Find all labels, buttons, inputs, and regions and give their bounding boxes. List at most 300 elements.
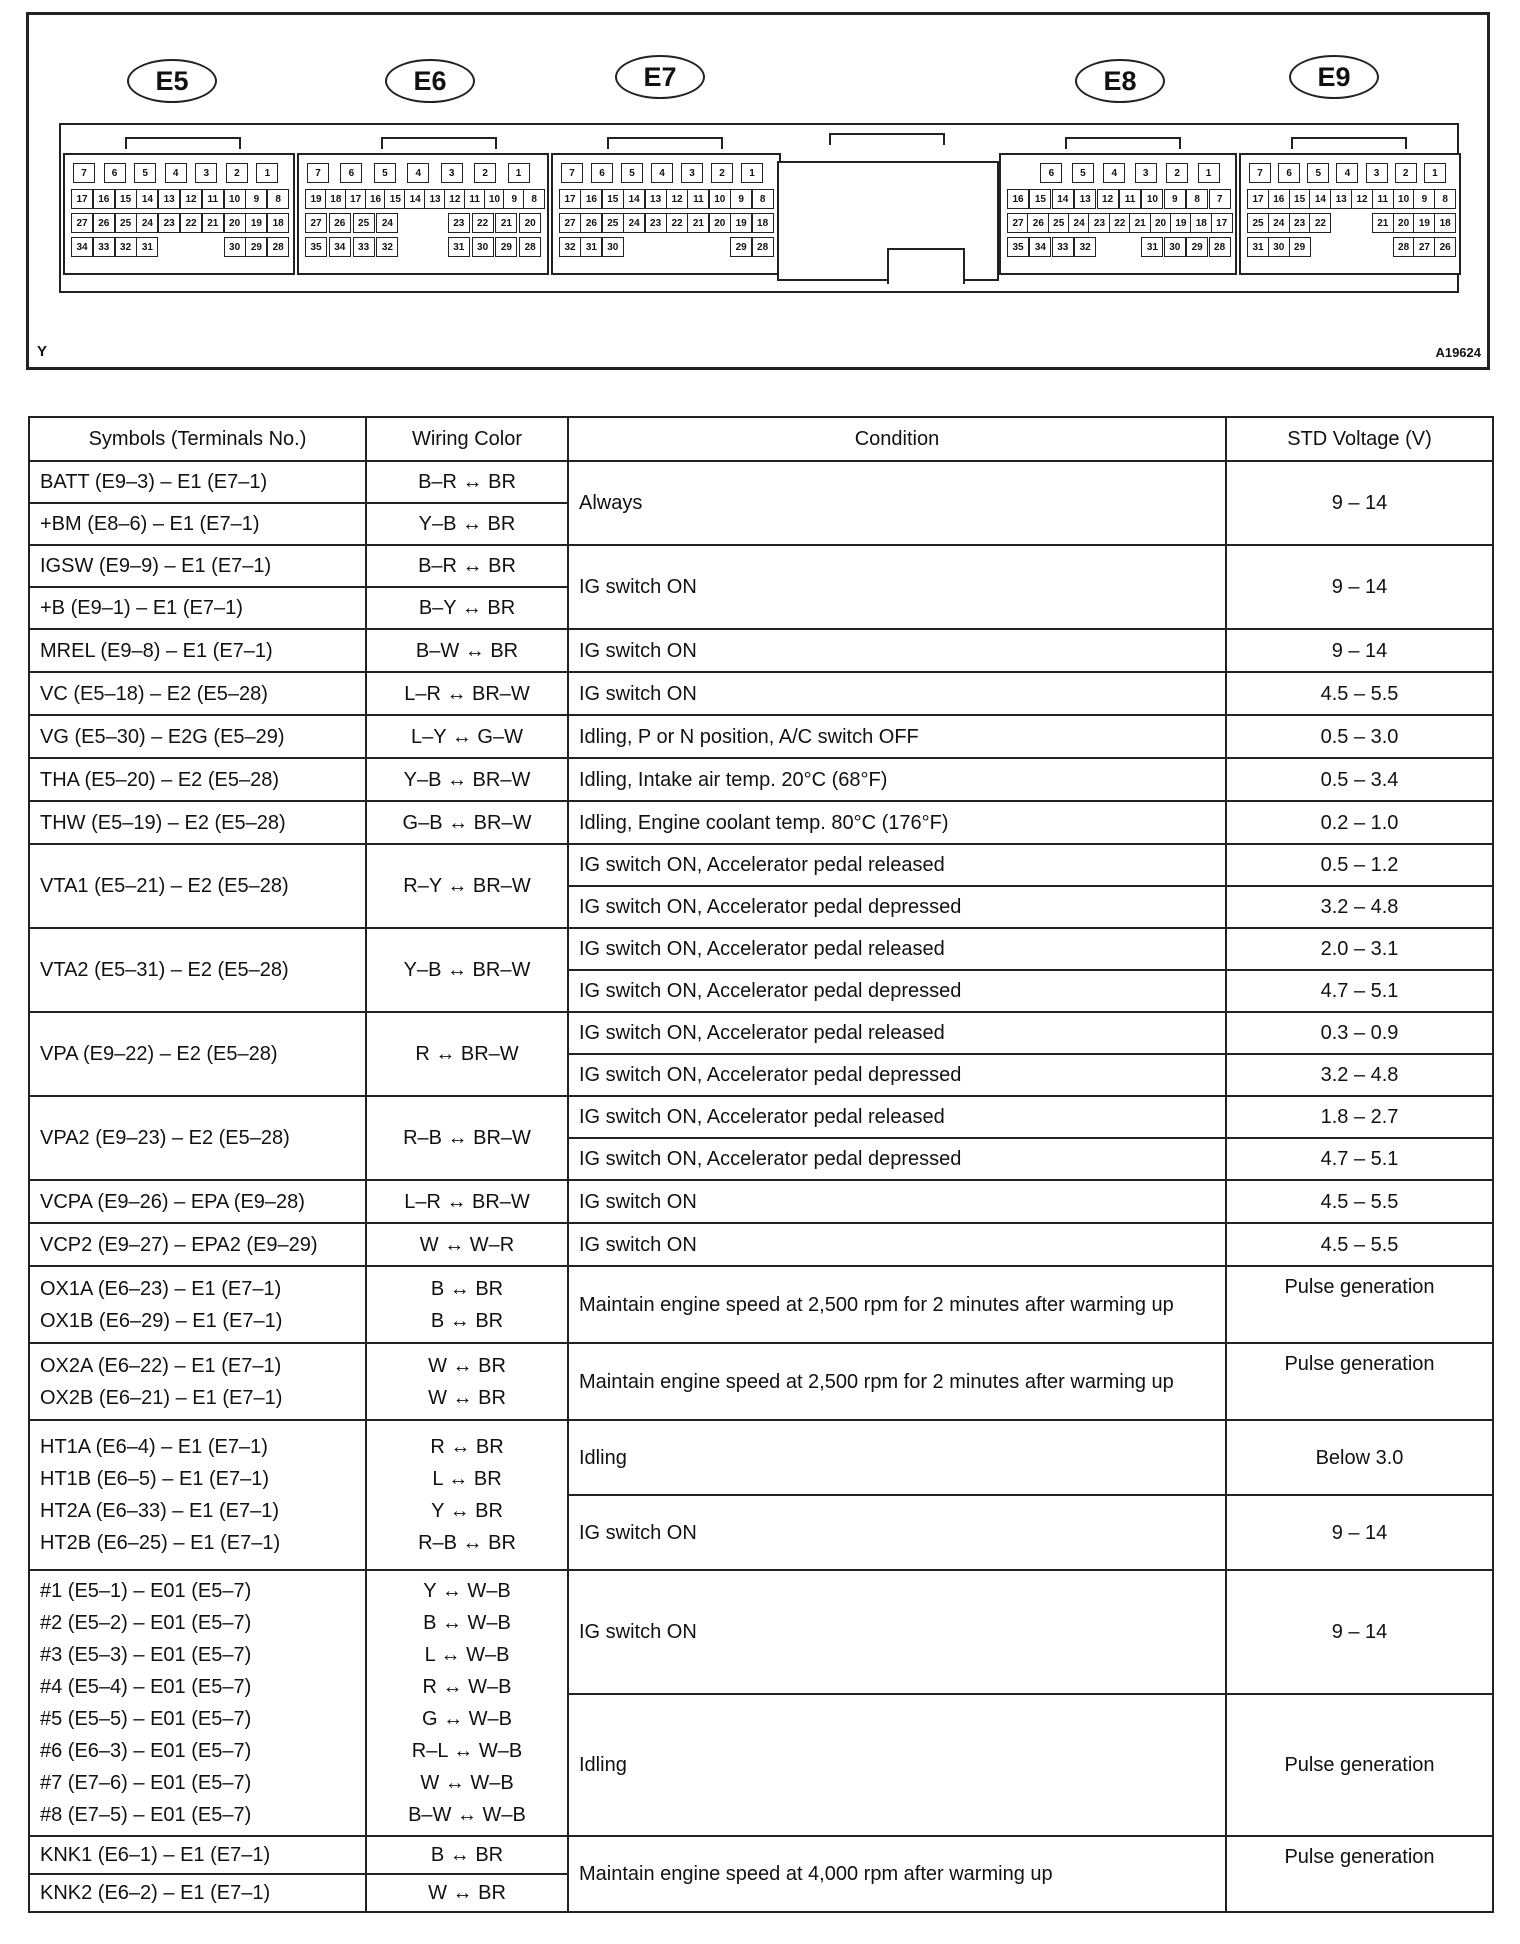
voltage-cell: 0.5 – 3.4 bbox=[1226, 758, 1493, 801]
wiring-color-line: L ↔ W–B bbox=[424, 1644, 510, 1666]
connector-label-text: E8 bbox=[1103, 65, 1137, 96]
pin-e6-10: 10 bbox=[484, 189, 506, 209]
symbol-line: OX2B (E6–21) – E1 (E7–1) bbox=[40, 1386, 283, 1409]
symbol-line: HT1B (E6–5) – E1 (E7–1) bbox=[40, 1468, 269, 1490]
latch-e9 bbox=[1291, 137, 1407, 149]
wiring-color-cell: B–Y ↔ BR bbox=[366, 587, 568, 629]
pin-e9-2: 2 bbox=[1395, 163, 1417, 183]
wiring-color-cell: R ↔ BR–W bbox=[366, 1012, 568, 1096]
wiring-color-line: L ↔ BR bbox=[432, 1468, 502, 1490]
pin-e7-32: 32 bbox=[559, 237, 581, 257]
pin-e8-26: 26 bbox=[1027, 213, 1049, 233]
pin-e9-1: 1 bbox=[1424, 163, 1446, 183]
wiring-color-cell: B–R ↔ BR bbox=[366, 461, 568, 503]
condition-cell: IG switch ON, Accelerator pedal depressed bbox=[568, 970, 1226, 1012]
wiring-color-line: G ↔ W–B bbox=[421, 1708, 512, 1730]
wiring-color-line: R–B ↔ BR bbox=[418, 1532, 516, 1554]
pin-e5-14: 14 bbox=[136, 189, 158, 209]
pin-e7-9: 9 bbox=[730, 189, 752, 209]
voltage-cell: 4.5 – 5.5 bbox=[1226, 1223, 1493, 1266]
voltage-cell: 0.5 – 3.0 bbox=[1226, 715, 1493, 758]
pin-e6-14: 14 bbox=[404, 189, 426, 209]
pin-e5-18: 18 bbox=[267, 213, 289, 233]
symbol-line: #5 (E5–5) – E01 (E5–7) bbox=[40, 1708, 252, 1730]
wiring-color-line: W ↔ BR bbox=[428, 1354, 506, 1377]
pin-e6-19: 19 bbox=[305, 189, 327, 209]
symbol-line: #6 (E6–3) – E01 (E5–7) bbox=[40, 1740, 252, 1762]
pin-e8-29: 29 bbox=[1186, 237, 1208, 257]
wiring-color-line: R ↔ W–B bbox=[422, 1676, 512, 1698]
wiring-color-line: R ↔ BR bbox=[430, 1436, 504, 1458]
pin-e8-30: 30 bbox=[1164, 237, 1186, 257]
condition-cell: Maintain engine speed at 2,500 rpm for 2 minutes after warming up bbox=[568, 1266, 1226, 1343]
pin-e8-13: 13 bbox=[1074, 189, 1096, 209]
latch-e6 bbox=[381, 137, 497, 149]
pin-e8-9: 9 bbox=[1164, 189, 1186, 209]
pin-e8-14: 14 bbox=[1052, 189, 1074, 209]
condition-cell: IG switch ON bbox=[568, 545, 1226, 629]
pin-e7-28: 28 bbox=[752, 237, 774, 257]
pin-e6-25: 25 bbox=[353, 213, 375, 233]
pin-e9-29: 29 bbox=[1289, 237, 1311, 257]
wiring-color-line: B ↔ BR bbox=[430, 1277, 504, 1300]
wiring-color-line: W ↔ BR bbox=[428, 1386, 506, 1409]
voltage-cell: Below 3.0 bbox=[1226, 1420, 1493, 1495]
pin-e8-34: 34 bbox=[1029, 237, 1051, 257]
pin-e5-16: 16 bbox=[93, 189, 115, 209]
symbol-cell: +BM (E8–6) – E1 (E7–1) bbox=[29, 503, 366, 545]
pin-e6-11: 11 bbox=[464, 189, 486, 209]
connector-label-e9 bbox=[1289, 55, 1379, 99]
wiring-color-cell: R–B ↔ BR–W bbox=[366, 1096, 568, 1180]
pin-e7-31: 31 bbox=[580, 237, 602, 257]
pin-e9-18: 18 bbox=[1434, 213, 1456, 233]
pin-e6-20: 20 bbox=[519, 213, 541, 233]
symbol-cell: VPA2 (E9–23) – E2 (E5–28) bbox=[29, 1096, 366, 1180]
symbol-cell: VTA2 (E5–31) – E2 (E5–28) bbox=[29, 928, 366, 1012]
pin-e7-20: 20 bbox=[709, 213, 731, 233]
wiring-color-cell: R–Y ↔ BR–W bbox=[366, 844, 568, 928]
voltage-cell: 3.2 – 4.8 bbox=[1226, 886, 1493, 928]
symbol-cell: KNK1 (E6–1) – E1 (E7–1) bbox=[29, 1836, 366, 1874]
table-row bbox=[29, 461, 1493, 503]
pin-e7-14: 14 bbox=[623, 189, 645, 209]
center-housing-notch bbox=[887, 248, 965, 284]
symbol-cell bbox=[29, 1570, 366, 1836]
voltage-cell: Pulse generation bbox=[1226, 1836, 1493, 1912]
condition-cell: Idling, Engine coolant temp. 80°C (176°F) bbox=[568, 801, 1226, 844]
condition-cell: IG switch ON, Accelerator pedal released bbox=[568, 1096, 1226, 1138]
pin-e9-30: 30 bbox=[1268, 237, 1290, 257]
latch-e7 bbox=[607, 137, 723, 149]
wiring-color-cell: G–B ↔ BR–W bbox=[366, 801, 568, 844]
pin-e5-2: 2 bbox=[226, 163, 248, 183]
pin-e5-32: 32 bbox=[115, 237, 137, 257]
voltage-cell: 9 – 14 bbox=[1226, 1495, 1493, 1570]
voltage-cell: 3.2 – 4.8 bbox=[1226, 1054, 1493, 1096]
symbol-line: HT2A (E6–33) – E1 (E7–1) bbox=[40, 1500, 280, 1522]
pin-e6-30: 30 bbox=[472, 237, 494, 257]
pin-e8-5: 5 bbox=[1072, 163, 1094, 183]
symbol-line: OX1B (E6–29) – E1 (E7–1) bbox=[40, 1309, 283, 1332]
pin-e6-32: 32 bbox=[376, 237, 398, 257]
voltage-cell: 0.3 – 0.9 bbox=[1226, 1012, 1493, 1054]
pin-e9-6: 6 bbox=[1278, 163, 1300, 183]
pin-e8-16: 16 bbox=[1007, 189, 1029, 209]
pin-e7-27: 27 bbox=[559, 213, 581, 233]
pin-e5-28: 28 bbox=[267, 237, 289, 257]
pin-e8-3: 3 bbox=[1135, 163, 1157, 183]
view-indicator: Y bbox=[37, 343, 48, 360]
pin-e7-12: 12 bbox=[666, 189, 688, 209]
table-row bbox=[29, 844, 1493, 886]
pin-e8-27: 27 bbox=[1007, 213, 1029, 233]
wiring-color-cell: L–R ↔ BR–W bbox=[366, 672, 568, 715]
pin-e5-7: 7 bbox=[73, 163, 95, 183]
symbol-cell bbox=[29, 1266, 366, 1343]
table-row bbox=[29, 545, 1493, 587]
pin-e7-22: 22 bbox=[666, 213, 688, 233]
pin-e9-14: 14 bbox=[1309, 189, 1331, 209]
pin-e7-6: 6 bbox=[591, 163, 613, 183]
pin-e6-18: 18 bbox=[325, 189, 347, 209]
wiring-color-cell: Y–B ↔ BR–W bbox=[366, 928, 568, 1012]
pin-e6-1: 1 bbox=[508, 163, 530, 183]
pin-e9-19: 19 bbox=[1413, 213, 1435, 233]
pin-e6-33: 33 bbox=[353, 237, 375, 257]
symbol-cell bbox=[29, 1420, 366, 1570]
connector-label-e6 bbox=[385, 59, 475, 103]
pin-e8-35: 35 bbox=[1007, 237, 1029, 257]
voltage-cell: Pulse generation bbox=[1226, 1694, 1493, 1836]
wiring-color-line: B–W ↔ W–B bbox=[408, 1804, 526, 1826]
pin-e6-7: 7 bbox=[307, 163, 329, 183]
pin-e5-11: 11 bbox=[202, 189, 224, 209]
pin-e8-31: 31 bbox=[1141, 237, 1163, 257]
pin-e6-2: 2 bbox=[474, 163, 496, 183]
pin-e6-15: 15 bbox=[384, 189, 406, 209]
voltage-cell: 9 – 14 bbox=[1226, 461, 1493, 545]
pin-e9-23: 23 bbox=[1289, 213, 1311, 233]
symbol-cell: VPA (E9–22) – E2 (E5–28) bbox=[29, 1012, 366, 1096]
table-row bbox=[29, 1343, 1493, 1420]
pin-e5-4: 4 bbox=[165, 163, 187, 183]
pin-e5-31: 31 bbox=[136, 237, 158, 257]
pin-e5-23: 23 bbox=[158, 213, 180, 233]
pin-e7-2: 2 bbox=[711, 163, 733, 183]
pin-e8-7: 7 bbox=[1209, 189, 1231, 209]
pin-e8-25: 25 bbox=[1048, 213, 1070, 233]
pin-e6-16: 16 bbox=[365, 189, 387, 209]
condition-cell: Maintain engine speed at 4,000 rpm after warming up bbox=[568, 1836, 1226, 1912]
header-symbols: Symbols (Terminals No.) bbox=[29, 417, 366, 461]
pin-e9-28: 28 bbox=[1393, 237, 1415, 257]
pin-e6-4: 4 bbox=[407, 163, 429, 183]
pin-e8-10: 10 bbox=[1141, 189, 1163, 209]
symbol-cell: VTA1 (E5–21) – E2 (E5–28) bbox=[29, 844, 366, 928]
voltage-cell: Pulse generation bbox=[1226, 1343, 1493, 1420]
condition-cell: IG switch ON bbox=[568, 1223, 1226, 1266]
voltage-cell: 2.0 – 3.1 bbox=[1226, 928, 1493, 970]
pin-e8-2: 2 bbox=[1166, 163, 1188, 183]
pin-e9-27: 27 bbox=[1413, 237, 1435, 257]
pin-e9-20: 20 bbox=[1393, 213, 1415, 233]
latch-e5 bbox=[125, 137, 241, 149]
terminal-voltage-table bbox=[28, 416, 1494, 1913]
pin-e7-7: 7 bbox=[561, 163, 583, 183]
pin-e8-22: 22 bbox=[1109, 213, 1131, 233]
table-row bbox=[29, 672, 1493, 715]
pin-e9-10: 10 bbox=[1393, 189, 1415, 209]
wiring-color-cell bbox=[366, 1420, 568, 1570]
wiring-color-cell bbox=[366, 1343, 568, 1420]
pin-e5-1: 1 bbox=[256, 163, 278, 183]
pin-e6-31: 31 bbox=[448, 237, 470, 257]
latch-e8 bbox=[1065, 137, 1181, 149]
pin-e5-30: 30 bbox=[224, 237, 246, 257]
connector-diagram bbox=[26, 12, 1490, 370]
pin-e8-15: 15 bbox=[1029, 189, 1051, 209]
pin-e6-3: 3 bbox=[441, 163, 463, 183]
pin-e9-3: 3 bbox=[1366, 163, 1388, 183]
condition-cell: IG switch ON, Accelerator pedal depressed bbox=[568, 1138, 1226, 1180]
pin-e6-8: 8 bbox=[523, 189, 545, 209]
pin-e7-16: 16 bbox=[580, 189, 602, 209]
symbol-line: #2 (E5–2) – E01 (E5–7) bbox=[40, 1612, 252, 1634]
pin-e6-24: 24 bbox=[376, 213, 398, 233]
condition-cell: Idling bbox=[568, 1694, 1226, 1836]
wiring-color-line: B ↔ W–B bbox=[423, 1612, 511, 1634]
condition-cell: Idling bbox=[568, 1420, 1226, 1495]
pin-e8-11: 11 bbox=[1119, 189, 1141, 209]
figure-id: A19624 bbox=[1435, 345, 1481, 360]
pin-e5-19: 19 bbox=[245, 213, 267, 233]
pin-e8-12: 12 bbox=[1097, 189, 1119, 209]
symbol-cell: KNK2 (E6–2) – E1 (E7–1) bbox=[29, 1874, 366, 1912]
pin-e5-24: 24 bbox=[136, 213, 158, 233]
symbol-cell: THA (E5–20) – E2 (E5–28) bbox=[29, 758, 366, 801]
pin-e7-1: 1 bbox=[741, 163, 763, 183]
condition-cell: IG switch ON, Accelerator pedal released bbox=[568, 1012, 1226, 1054]
condition-cell: IG switch ON, Accelerator pedal depressed bbox=[568, 886, 1226, 928]
voltage-cell: 1.8 – 2.7 bbox=[1226, 1096, 1493, 1138]
pin-e9-9: 9 bbox=[1413, 189, 1435, 209]
header-condition: Condition bbox=[568, 417, 1226, 461]
pin-e8-19: 19 bbox=[1170, 213, 1192, 233]
symbol-line: #3 (E5–3) – E01 (E5–7) bbox=[40, 1644, 252, 1666]
pin-e5-29: 29 bbox=[245, 237, 267, 257]
pin-e5-27: 27 bbox=[71, 213, 93, 233]
pin-e6-26: 26 bbox=[329, 213, 351, 233]
wiring-color-cell: Y–B ↔ BR–W bbox=[366, 758, 568, 801]
symbol-line: #1 (E5–1) – E01 (E5–7) bbox=[40, 1580, 252, 1602]
pin-e7-5: 5 bbox=[621, 163, 643, 183]
pin-e9-13: 13 bbox=[1330, 189, 1352, 209]
symbol-cell: BATT (E9–3) – E1 (E7–1) bbox=[29, 461, 366, 503]
pin-e8-23: 23 bbox=[1088, 213, 1110, 233]
condition-cell: IG switch ON bbox=[568, 629, 1226, 672]
wiring-color-cell: W ↔ W–R bbox=[366, 1223, 568, 1266]
pin-e5-3: 3 bbox=[195, 163, 217, 183]
pin-e6-28: 28 bbox=[519, 237, 541, 257]
connector-label-e7 bbox=[615, 55, 705, 99]
pin-e7-17: 17 bbox=[559, 189, 581, 209]
pin-e8-32: 32 bbox=[1074, 237, 1096, 257]
condition-cell: IG switch ON, Accelerator pedal released bbox=[568, 928, 1226, 970]
wiring-color-line: Y ↔ BR bbox=[431, 1500, 503, 1522]
pin-e6-13: 13 bbox=[424, 189, 446, 209]
symbol-cell: +B (E9–1) – E1 (E7–1) bbox=[29, 587, 366, 629]
pin-e5-25: 25 bbox=[115, 213, 137, 233]
table-row bbox=[29, 1266, 1493, 1343]
voltage-cell: 9 – 14 bbox=[1226, 545, 1493, 629]
pin-e6-27: 27 bbox=[305, 213, 327, 233]
pin-e6-21: 21 bbox=[495, 213, 517, 233]
header-wiring-color: Wiring Color bbox=[366, 417, 568, 461]
connector-label-text: E7 bbox=[643, 61, 677, 92]
pin-e9-17: 17 bbox=[1247, 189, 1269, 209]
wiring-color-cell: B–W ↔ BR bbox=[366, 629, 568, 672]
condition-cell: Idling, P or N position, A/C switch OFF bbox=[568, 715, 1226, 758]
pin-e8-18: 18 bbox=[1190, 213, 1212, 233]
voltage-cell: 9 – 14 bbox=[1226, 1570, 1493, 1694]
connector-label-text: E6 bbox=[413, 65, 447, 96]
condition-cell: IG switch ON, Accelerator pedal released bbox=[568, 844, 1226, 886]
symbol-line: OX2A (E6–22) – E1 (E7–1) bbox=[40, 1354, 282, 1377]
pin-e5-15: 15 bbox=[115, 189, 137, 209]
table-row bbox=[29, 715, 1493, 758]
wiring-color-cell: L–R ↔ BR–W bbox=[366, 1180, 568, 1223]
pin-e7-8: 8 bbox=[752, 189, 774, 209]
symbol-cell: VCPA (E9–26) – EPA (E9–28) bbox=[29, 1180, 366, 1223]
header-std-voltage: STD Voltage (V) bbox=[1226, 417, 1493, 461]
wiring-color-line: R–L ↔ W–B bbox=[411, 1740, 523, 1762]
pin-e9-8: 8 bbox=[1434, 189, 1456, 209]
pin-e5-8: 8 bbox=[267, 189, 289, 209]
pin-e5-6: 6 bbox=[104, 163, 126, 183]
pin-e5-22: 22 bbox=[180, 213, 202, 233]
condition-cell: IG switch ON bbox=[568, 672, 1226, 715]
pin-e8-21: 21 bbox=[1129, 213, 1151, 233]
pin-e9-25: 25 bbox=[1247, 213, 1269, 233]
pin-e8-6: 6 bbox=[1040, 163, 1062, 183]
connector-label-text: E9 bbox=[1317, 61, 1351, 92]
pin-e5-20: 20 bbox=[224, 213, 246, 233]
wiring-color-cell bbox=[366, 1570, 568, 1836]
pin-e9-12: 12 bbox=[1351, 189, 1373, 209]
symbol-line: HT2B (E6–25) – E1 (E7–1) bbox=[40, 1532, 281, 1554]
table-row bbox=[29, 801, 1493, 844]
symbol-cell: THW (E5–19) – E2 (E5–28) bbox=[29, 801, 366, 844]
pin-e6-17: 17 bbox=[345, 189, 367, 209]
pin-e9-16: 16 bbox=[1268, 189, 1290, 209]
voltage-cell: 0.5 – 1.2 bbox=[1226, 844, 1493, 886]
table-header-row bbox=[29, 417, 1493, 461]
pin-e6-35: 35 bbox=[305, 237, 327, 257]
pin-e9-4: 4 bbox=[1336, 163, 1358, 183]
wiring-color-cell: B–R ↔ BR bbox=[366, 545, 568, 587]
pin-e7-3: 3 bbox=[681, 163, 703, 183]
condition-cell: Always bbox=[568, 461, 1226, 545]
wiring-color-cell: B ↔ BR bbox=[366, 1836, 568, 1874]
connector-label-e5 bbox=[127, 59, 217, 103]
voltage-cell: 4.7 – 5.1 bbox=[1226, 1138, 1493, 1180]
pin-e5-5: 5 bbox=[134, 163, 156, 183]
connector-label-text: E5 bbox=[155, 65, 189, 96]
voltage-cell: 4.5 – 5.5 bbox=[1226, 672, 1493, 715]
pin-e7-18: 18 bbox=[752, 213, 774, 233]
voltage-cell: 9 – 14 bbox=[1226, 629, 1493, 672]
pin-e6-34: 34 bbox=[329, 237, 351, 257]
table-row bbox=[29, 1180, 1493, 1223]
pin-e9-5: 5 bbox=[1307, 163, 1329, 183]
condition-cell: IG switch ON bbox=[568, 1495, 1226, 1570]
symbol-cell: VCP2 (E9–27) – EPA2 (E9–29) bbox=[29, 1223, 366, 1266]
table-row bbox=[29, 1012, 1493, 1054]
pin-e6-9: 9 bbox=[503, 189, 525, 209]
pin-e8-28: 28 bbox=[1209, 237, 1231, 257]
pin-e6-29: 29 bbox=[495, 237, 517, 257]
pin-e8-4: 4 bbox=[1103, 163, 1125, 183]
table-row bbox=[29, 1420, 1493, 1495]
wiring-color-cell: W ↔ BR bbox=[366, 1874, 568, 1912]
pin-e7-24: 24 bbox=[623, 213, 645, 233]
pin-e8-24: 24 bbox=[1068, 213, 1090, 233]
pin-e5-34: 34 bbox=[71, 237, 93, 257]
table-row bbox=[29, 758, 1493, 801]
wiring-color-line: B ↔ BR bbox=[430, 1309, 504, 1332]
pin-e7-4: 4 bbox=[651, 163, 673, 183]
symbol-line: OX1A (E6–23) – E1 (E7–1) bbox=[40, 1277, 282, 1300]
pin-e7-11: 11 bbox=[687, 189, 709, 209]
symbol-cell: MREL (E9–8) – E1 (E7–1) bbox=[29, 629, 366, 672]
table-row bbox=[29, 1223, 1493, 1266]
pin-e7-13: 13 bbox=[645, 189, 667, 209]
table-row bbox=[29, 1570, 1493, 1694]
symbol-cell: VG (E5–30) – E2G (E5–29) bbox=[29, 715, 366, 758]
pin-e6-6: 6 bbox=[340, 163, 362, 183]
voltage-cell: 4.7 – 5.1 bbox=[1226, 970, 1493, 1012]
pin-e8-8: 8 bbox=[1186, 189, 1208, 209]
pin-e7-21: 21 bbox=[687, 213, 709, 233]
condition-cell: IG switch ON bbox=[568, 1180, 1226, 1223]
symbol-line: #7 (E7–6) – E01 (E5–7) bbox=[40, 1772, 252, 1794]
condition-cell: Idling, Intake air temp. 20°C (68°F) bbox=[568, 758, 1226, 801]
pin-e6-12: 12 bbox=[444, 189, 466, 209]
symbol-line: HT1A (E6–4) – E1 (E7–1) bbox=[40, 1436, 268, 1458]
pin-e8-17: 17 bbox=[1211, 213, 1233, 233]
pin-e5-12: 12 bbox=[180, 189, 202, 209]
pin-e7-23: 23 bbox=[645, 213, 667, 233]
pin-e5-33: 33 bbox=[93, 237, 115, 257]
pin-e8-1: 1 bbox=[1198, 163, 1220, 183]
table-row bbox=[29, 629, 1493, 672]
wiring-color-line: W ↔ W–B bbox=[420, 1772, 514, 1794]
condition-cell: IG switch ON, Accelerator pedal depressed bbox=[568, 1054, 1226, 1096]
pin-e5-17: 17 bbox=[71, 189, 93, 209]
pin-e9-21: 21 bbox=[1372, 213, 1394, 233]
pin-e9-11: 11 bbox=[1372, 189, 1394, 209]
voltage-cell: 4.5 – 5.5 bbox=[1226, 1180, 1493, 1223]
condition-cell: Maintain engine speed at 2,500 rpm for 2 minutes after warming up bbox=[568, 1343, 1226, 1420]
connector-label-e8 bbox=[1075, 59, 1165, 103]
pin-e7-10: 10 bbox=[709, 189, 731, 209]
pin-e5-21: 21 bbox=[202, 213, 224, 233]
pin-e5-9: 9 bbox=[245, 189, 267, 209]
pin-e5-13: 13 bbox=[158, 189, 180, 209]
pin-e8-33: 33 bbox=[1052, 237, 1074, 257]
pin-e6-22: 22 bbox=[472, 213, 494, 233]
